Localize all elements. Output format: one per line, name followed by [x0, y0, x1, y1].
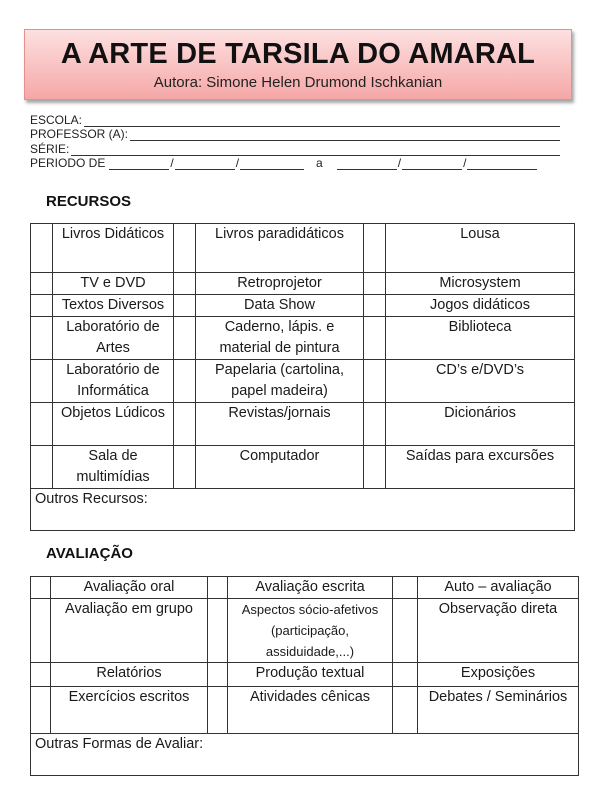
- checkbox-cell[interactable]: [364, 273, 386, 295]
- avaliacao-table: [30, 576, 579, 776]
- other-field[interactable]: Outras Formas de Avaliar:: [31, 734, 579, 776]
- avaliacao-title: AVALIAÇÃO: [46, 545, 133, 562]
- professor-label: PROFESSOR (A):: [30, 127, 129, 141]
- option-label: Relatórios: [51, 663, 208, 687]
- checkbox-cell[interactable]: [31, 599, 51, 663]
- option-label: Avaliação oral: [51, 577, 208, 599]
- checkbox-cell[interactable]: [31, 446, 53, 489]
- escola-line[interactable]: [84, 116, 560, 127]
- checkbox-cell[interactable]: [174, 317, 196, 360]
- recursos-title: RECURSOS: [46, 193, 132, 210]
- checkbox-cell[interactable]: [364, 224, 386, 273]
- periodo-start-day[interactable]: [109, 159, 169, 170]
- table-row: [31, 224, 575, 273]
- option-label: Sala de multimídias: [53, 446, 174, 489]
- option-label: Revistas/jornais: [196, 403, 364, 446]
- option-label: CD’s e/DVD’s: [386, 360, 575, 403]
- option-label: Produção textual: [228, 663, 393, 687]
- table-row: [31, 687, 579, 734]
- checkbox-cell[interactable]: [174, 403, 196, 446]
- option-label: Debates / Seminários: [418, 687, 579, 734]
- date-slash: /: [170, 156, 174, 170]
- option-label: Textos Diversos: [53, 295, 174, 317]
- option-label: Biblioteca: [386, 317, 575, 360]
- option-label: TV e DVD: [53, 273, 174, 295]
- periodo-a-label: a: [316, 156, 323, 170]
- professor-field[interactable]: [30, 127, 560, 142]
- date-slash: /: [235, 156, 240, 170]
- table-row: [31, 577, 579, 599]
- checkbox-cell[interactable]: [393, 599, 418, 663]
- option-label: Microsystem: [386, 273, 575, 295]
- periodo-field[interactable]: [30, 156, 560, 171]
- option-label: Observação direta: [418, 599, 579, 663]
- author-subtitle: Autora: Simone Helen Drumond Ischkanian: [153, 74, 443, 91]
- checkbox-cell[interactable]: [31, 317, 53, 360]
- option-label: Exposições: [418, 663, 579, 687]
- checkbox-cell[interactable]: [31, 403, 53, 446]
- table-row: [31, 403, 575, 446]
- date-slash: /: [397, 156, 402, 170]
- option-label: Auto – avaliação: [418, 577, 579, 599]
- table-row: [31, 360, 575, 403]
- header-banner: [24, 29, 572, 100]
- checkbox-cell[interactable]: [31, 577, 51, 599]
- periodo-end-year[interactable]: [467, 159, 537, 170]
- checkbox-cell[interactable]: [31, 360, 53, 403]
- checkbox-cell[interactable]: [208, 663, 228, 687]
- serie-label: SÉRIE:: [30, 141, 70, 156]
- serie-field[interactable]: [30, 141, 560, 156]
- table-row: [31, 489, 575, 531]
- date-slash: /: [463, 156, 467, 170]
- checkbox-cell[interactable]: [208, 599, 228, 663]
- option-label: Caderno, lápis. e material de pintura: [196, 317, 364, 360]
- table-row: [31, 446, 575, 489]
- option-label: Exercícios escritos: [51, 687, 208, 734]
- checkbox-cell[interactable]: [31, 224, 53, 273]
- checkbox-cell[interactable]: [364, 317, 386, 360]
- option-label: Lousa: [386, 224, 575, 273]
- option-label: Livros Didáticos: [53, 224, 174, 273]
- form-fields: [30, 112, 560, 170]
- checkbox-cell[interactable]: [31, 295, 53, 317]
- option-label: Computador: [196, 446, 364, 489]
- checkbox-cell[interactable]: [174, 295, 196, 317]
- periodo-end-day[interactable]: [337, 159, 397, 170]
- option-label: Jogos didáticos: [386, 295, 575, 317]
- checkbox-cell[interactable]: [364, 403, 386, 446]
- table-row: [31, 317, 575, 360]
- recursos-table: [30, 223, 575, 531]
- option-label: Retroprojetor: [196, 273, 364, 295]
- option-label: Data Show: [196, 295, 364, 317]
- other-field[interactable]: Outros Recursos:: [31, 489, 575, 531]
- table-row: [31, 734, 579, 776]
- checkbox-cell[interactable]: [393, 687, 418, 734]
- option-label: Atividades cênicas: [228, 687, 393, 734]
- checkbox-cell[interactable]: [174, 360, 196, 403]
- serie-line[interactable]: [71, 145, 560, 156]
- periodo-start-month[interactable]: [175, 159, 235, 170]
- table-row: [31, 273, 575, 295]
- option-label: Papelaria (cartolina, papel madeira): [196, 360, 364, 403]
- checkbox-cell[interactable]: [364, 446, 386, 489]
- escola-label: ESCOLA:: [30, 112, 83, 127]
- option-label: Aspectos sócio-afetivos (participação, assiduidade,...): [228, 599, 393, 663]
- option-label: Avaliação escrita: [228, 577, 393, 599]
- checkbox-cell[interactable]: [393, 663, 418, 687]
- checkbox-cell[interactable]: [208, 577, 228, 599]
- checkbox-cell[interactable]: [174, 273, 196, 295]
- periodo-label: PERIODO DE: [30, 156, 106, 170]
- option-label: Objetos Lúdicos: [53, 403, 174, 446]
- checkbox-cell[interactable]: [364, 295, 386, 317]
- table-row: [31, 663, 579, 687]
- option-label: Livros paradidáticos: [196, 224, 364, 273]
- checkbox-cell[interactable]: [393, 577, 418, 599]
- option-label: Dicionários: [386, 403, 575, 446]
- option-label: Laboratório de Artes: [53, 317, 174, 360]
- option-label: Saídas para excursões: [386, 446, 575, 489]
- periodo-end-month[interactable]: [402, 159, 462, 170]
- table-row: [31, 295, 575, 317]
- page-title: A ARTE DE TARSILA DO AMARAL: [60, 38, 536, 70]
- checkbox-cell[interactable]: [174, 446, 196, 489]
- checkbox-cell[interactable]: [31, 687, 51, 734]
- checkbox-cell[interactable]: [31, 273, 53, 295]
- checkbox-cell[interactable]: [174, 224, 196, 273]
- option-label: Avaliação em grupo: [51, 599, 208, 663]
- checkbox-cell[interactable]: [208, 687, 228, 734]
- table-row: [31, 599, 579, 663]
- checkbox-cell[interactable]: [31, 663, 51, 687]
- periodo-start-year[interactable]: [240, 159, 304, 170]
- escola-field[interactable]: [30, 112, 560, 127]
- option-label: Laboratório de Informática: [53, 360, 174, 403]
- professor-line[interactable]: [130, 130, 560, 141]
- checkbox-cell[interactable]: [364, 360, 386, 403]
